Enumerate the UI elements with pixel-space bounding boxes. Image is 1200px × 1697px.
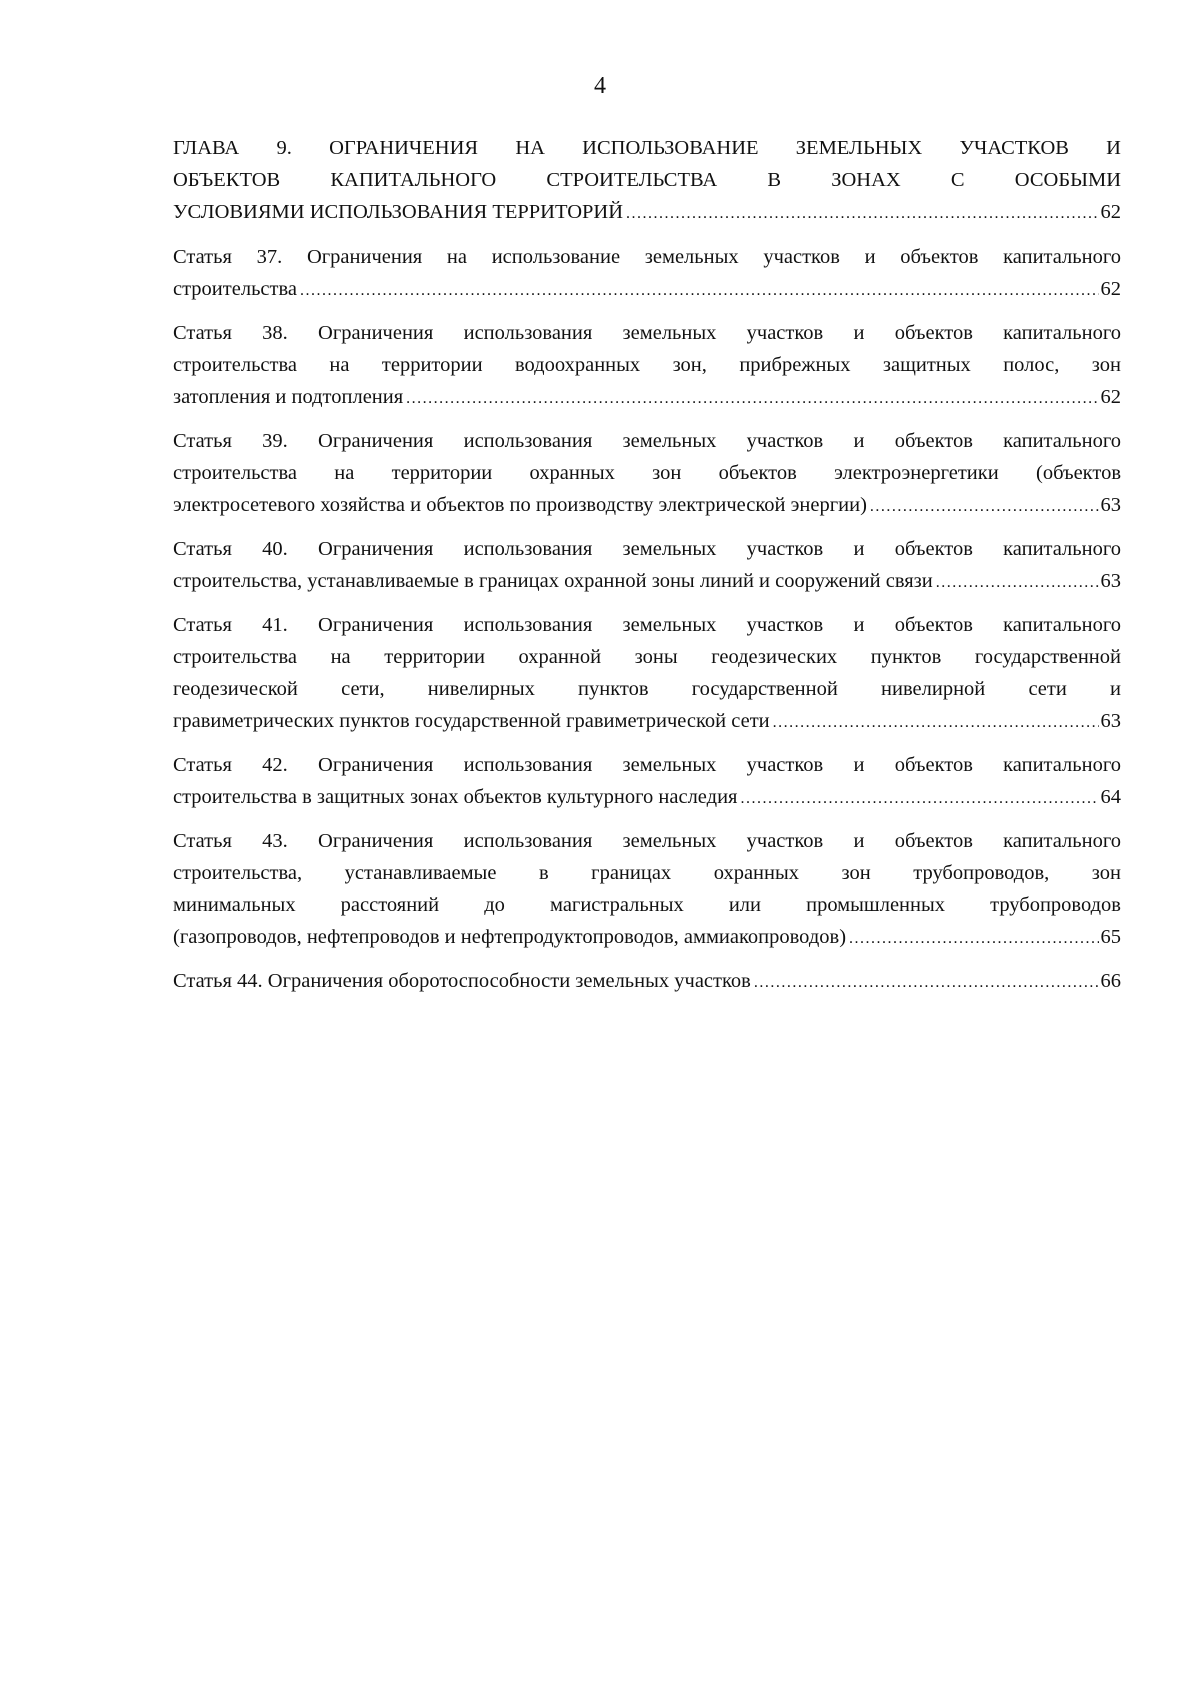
toc-line: минимальных расстояний до магистральных или промышленных трубопроводов	[173, 894, 1121, 916]
dot-leader	[849, 923, 1098, 955]
toc-line: электросетевого хозяйства и объектов по производству электрической энергии)	[173, 494, 867, 516]
toc-line: Статья 44. Ограничения оборотоспособности земельных участков	[173, 970, 751, 992]
toc-line: строительства	[173, 278, 297, 300]
toc-entry-article-38[interactable]	[173, 317, 1121, 415]
toc-last-line	[173, 565, 1121, 599]
toc-last-line	[173, 921, 1121, 955]
toc-line: УСЛОВИЯМИ ИСПОЛЬЗОВАНИЯ ТЕРРИТОРИЙ	[173, 201, 624, 223]
toc-last-line	[173, 781, 1121, 815]
toc-entry-article-44[interactable]	[173, 965, 1121, 999]
toc-line: Статья 42. Ограничения использования земельных участков и объектов капитального	[173, 754, 1121, 776]
toc-last-line	[173, 489, 1121, 523]
toc-line: строительства на территории водоохранных зон, прибрежных защитных полос, зон	[173, 354, 1121, 376]
toc-line: строительства, устанавливаемые в границах охранных зон трубопроводов, зон	[173, 862, 1121, 884]
toc-last-line	[173, 965, 1121, 999]
toc-line: затопления и подтопления	[173, 386, 404, 408]
toc-page-number: 63	[1100, 570, 1121, 592]
dot-leader	[773, 707, 1099, 739]
toc-line: Статья 38. Ограничения использования земельных участков и объектов капитального	[173, 322, 1121, 344]
toc-entry-article-41[interactable]	[173, 609, 1121, 739]
dot-leader	[626, 198, 1098, 230]
dot-leader	[870, 491, 1099, 523]
toc-last-line	[173, 273, 1121, 307]
dot-leader	[936, 567, 1099, 599]
toc-line: Статья 37. Ограничения на использование земельных участков и объектов капитального	[173, 246, 1121, 268]
dot-leader	[740, 783, 1098, 815]
toc-entry-article-39[interactable]	[173, 425, 1121, 523]
toc-page-number: 65	[1100, 926, 1121, 948]
toc-line: ОБЪЕКТОВ КАПИТАЛЬНОГО СТРОИТЕЛЬСТВА В ЗОНАХ С ОСОБЫМИ	[173, 169, 1121, 191]
toc-line: Статья 41. Ограничения использования земельных участков и объектов капитального	[173, 614, 1121, 636]
toc-page-number: 64	[1100, 786, 1121, 808]
toc-page-number: 66	[1100, 970, 1121, 992]
toc-entry-article-42[interactable]	[173, 749, 1121, 815]
table-of-contents	[173, 132, 1121, 1009]
toc-entry-article-40[interactable]	[173, 533, 1121, 599]
toc-line: строительства на территории охранной зоны геодезических пунктов государственной	[173, 646, 1121, 668]
toc-last-line	[173, 196, 1121, 230]
toc-line: Статья 43. Ограничения использования земельных участков и объектов капитального	[173, 830, 1121, 852]
toc-last-line	[173, 705, 1121, 739]
toc-page-number: 63	[1100, 494, 1121, 516]
toc-line: (газопроводов, нефтепроводов и нефтепродуктопроводов, аммиакопроводов)	[173, 926, 847, 948]
toc-line: строительства в защитных зонах объектов культурного наследия	[173, 786, 738, 808]
dot-leader	[754, 967, 1099, 999]
toc-line: Статья 40. Ограничения использования земельных участков и объектов капитального	[173, 538, 1121, 560]
toc-page-number: 62	[1100, 201, 1121, 223]
toc-line: геодезической сети, нивелирных пунктов государственной нивелирной сети и	[173, 678, 1121, 700]
toc-line: гравиметрических пунктов государственной гравиметрической сети	[173, 710, 770, 732]
toc-page-number: 63	[1100, 710, 1121, 732]
toc-entry-article-37[interactable]	[173, 241, 1121, 307]
toc-last-line	[173, 381, 1121, 415]
toc-page-number: 62	[1100, 386, 1121, 408]
dot-leader	[406, 383, 1098, 415]
toc-entry-chapter-9[interactable]	[173, 132, 1121, 230]
toc-line: ГЛАВА 9. ОГРАНИЧЕНИЯ НА ИСПОЛЬЗОВАНИЕ ЗЕМЕЛЬНЫХ УЧАСТКОВ И	[173, 137, 1121, 159]
toc-line: строительства, устанавливаемые в границах охранной зоны линий и сооружений связи	[173, 570, 933, 592]
dot-leader	[300, 275, 1099, 307]
page-number: 4	[594, 73, 606, 99]
toc-line: строительства на территории охранных зон объектов электроэнергетики (объектов	[173, 462, 1121, 484]
toc-line: Статья 39. Ограничения использования земельных участков и объектов капитального	[173, 430, 1121, 452]
toc-page-number: 62	[1100, 278, 1121, 300]
toc-entry-article-43[interactable]	[173, 825, 1121, 955]
